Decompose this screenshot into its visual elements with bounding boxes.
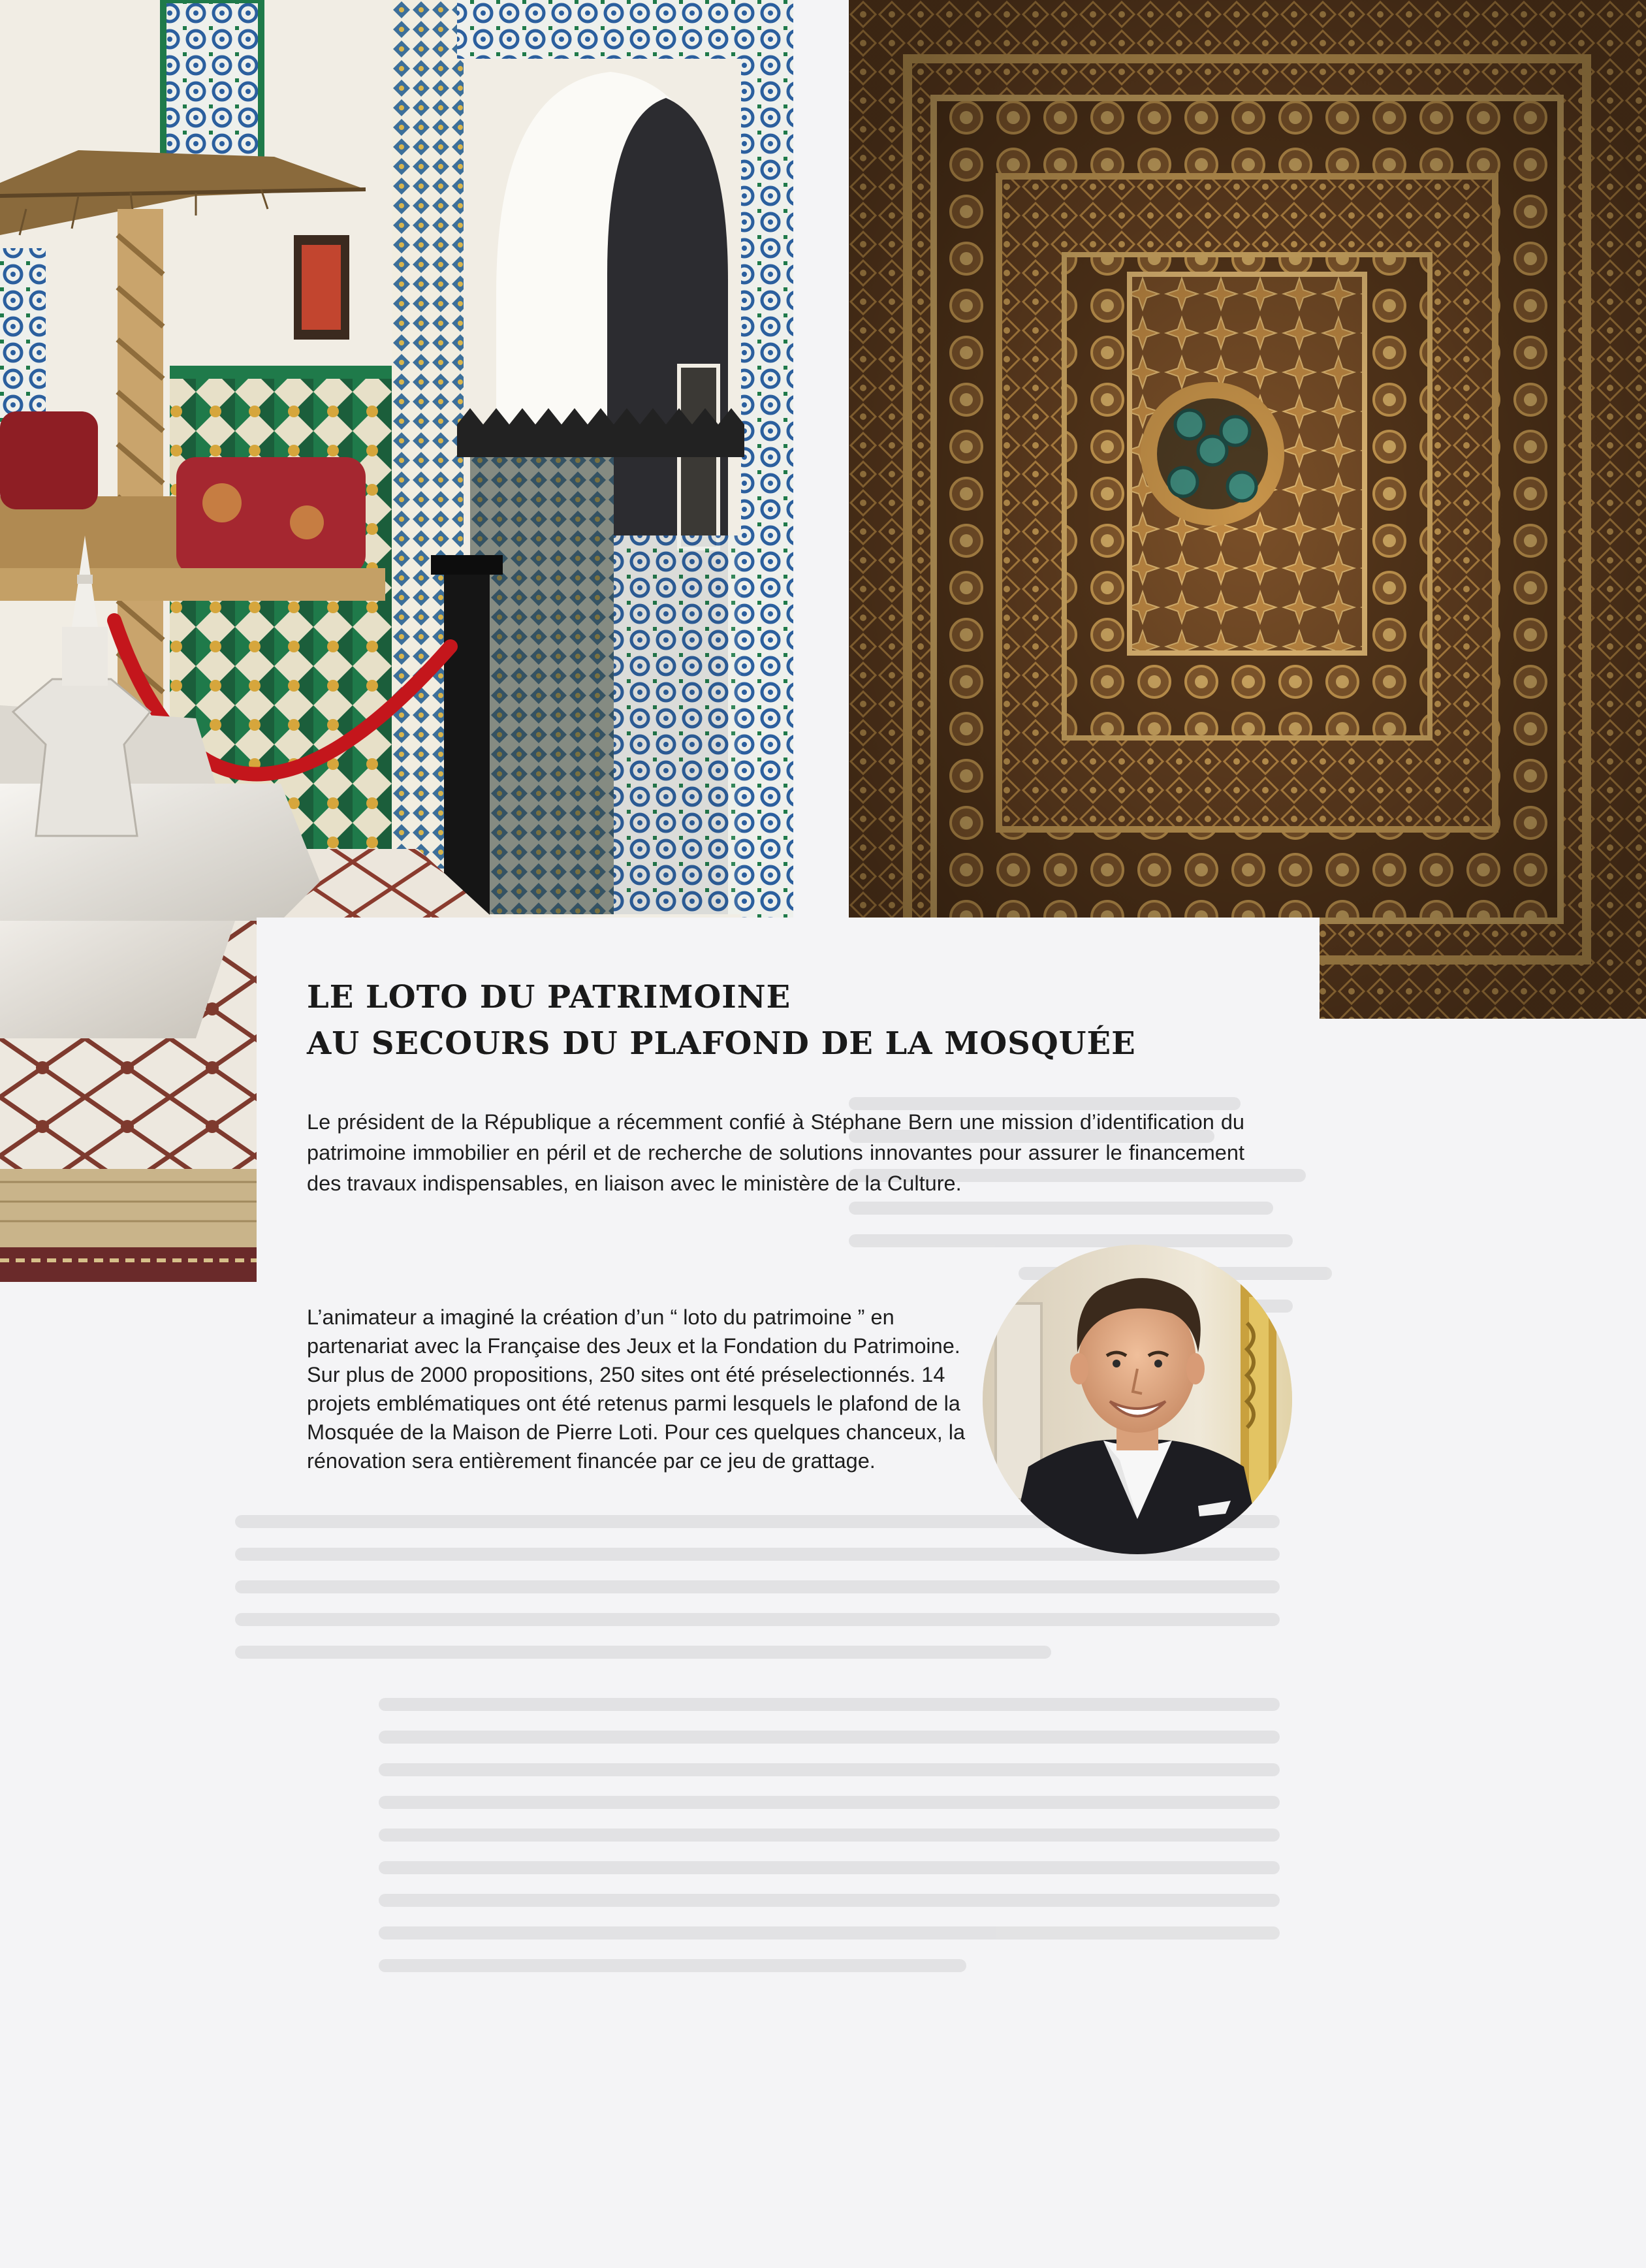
photo-mosque-interior-lower <box>0 921 257 1282</box>
portrait-illustration <box>983 1245 1292 1554</box>
photo-mosque-ceiling <box>849 0 1646 1019</box>
article-paragraph-1: L’animateur a imaginé la création d’un “ loto du patrimoine ” en partenariat avec la Française des Jeux et la Fondation du Patrimoine. <box>307 1305 960 1358</box>
article-intro: Le président de la République a récemment confié à Stéphane Bern une mission d’identification du patrimoine immobilier en péril et de recherche de solutions innovantes pour assurer le financement des travaux indispensables, en liaison avec le ministère de la Culture. <box>307 1110 1244 1195</box>
article-body <box>307 1303 979 1475</box>
mosque-floor-illustration <box>0 921 257 1282</box>
mosque-interior-illustration <box>0 0 793 921</box>
article-paragraph-2: Sur plus de 2000 propositions, 250 sites ont été préselectionnés. 14 projets emblématiques ont été retenus parmi lesquels le plafond de la Mosquée de la Maison de Pierre Loti. Pour ces quelques chanceux, la rénovation sera entièrement financée par ce jeu de grattage. <box>307 1363 966 1473</box>
ceiling-illustration <box>849 0 1646 1019</box>
article-title-line-1: LE LOTO DU PATRIMOINE <box>307 979 791 1015</box>
article-title <box>307 974 1221 1067</box>
photo-mosque-interior <box>0 0 793 921</box>
portrait-stephane-bern <box>983 1245 1292 1554</box>
article-title-line-2: AU SECOURS DU PLAFOND DE LA MOSQUÉE <box>307 1025 1136 1062</box>
